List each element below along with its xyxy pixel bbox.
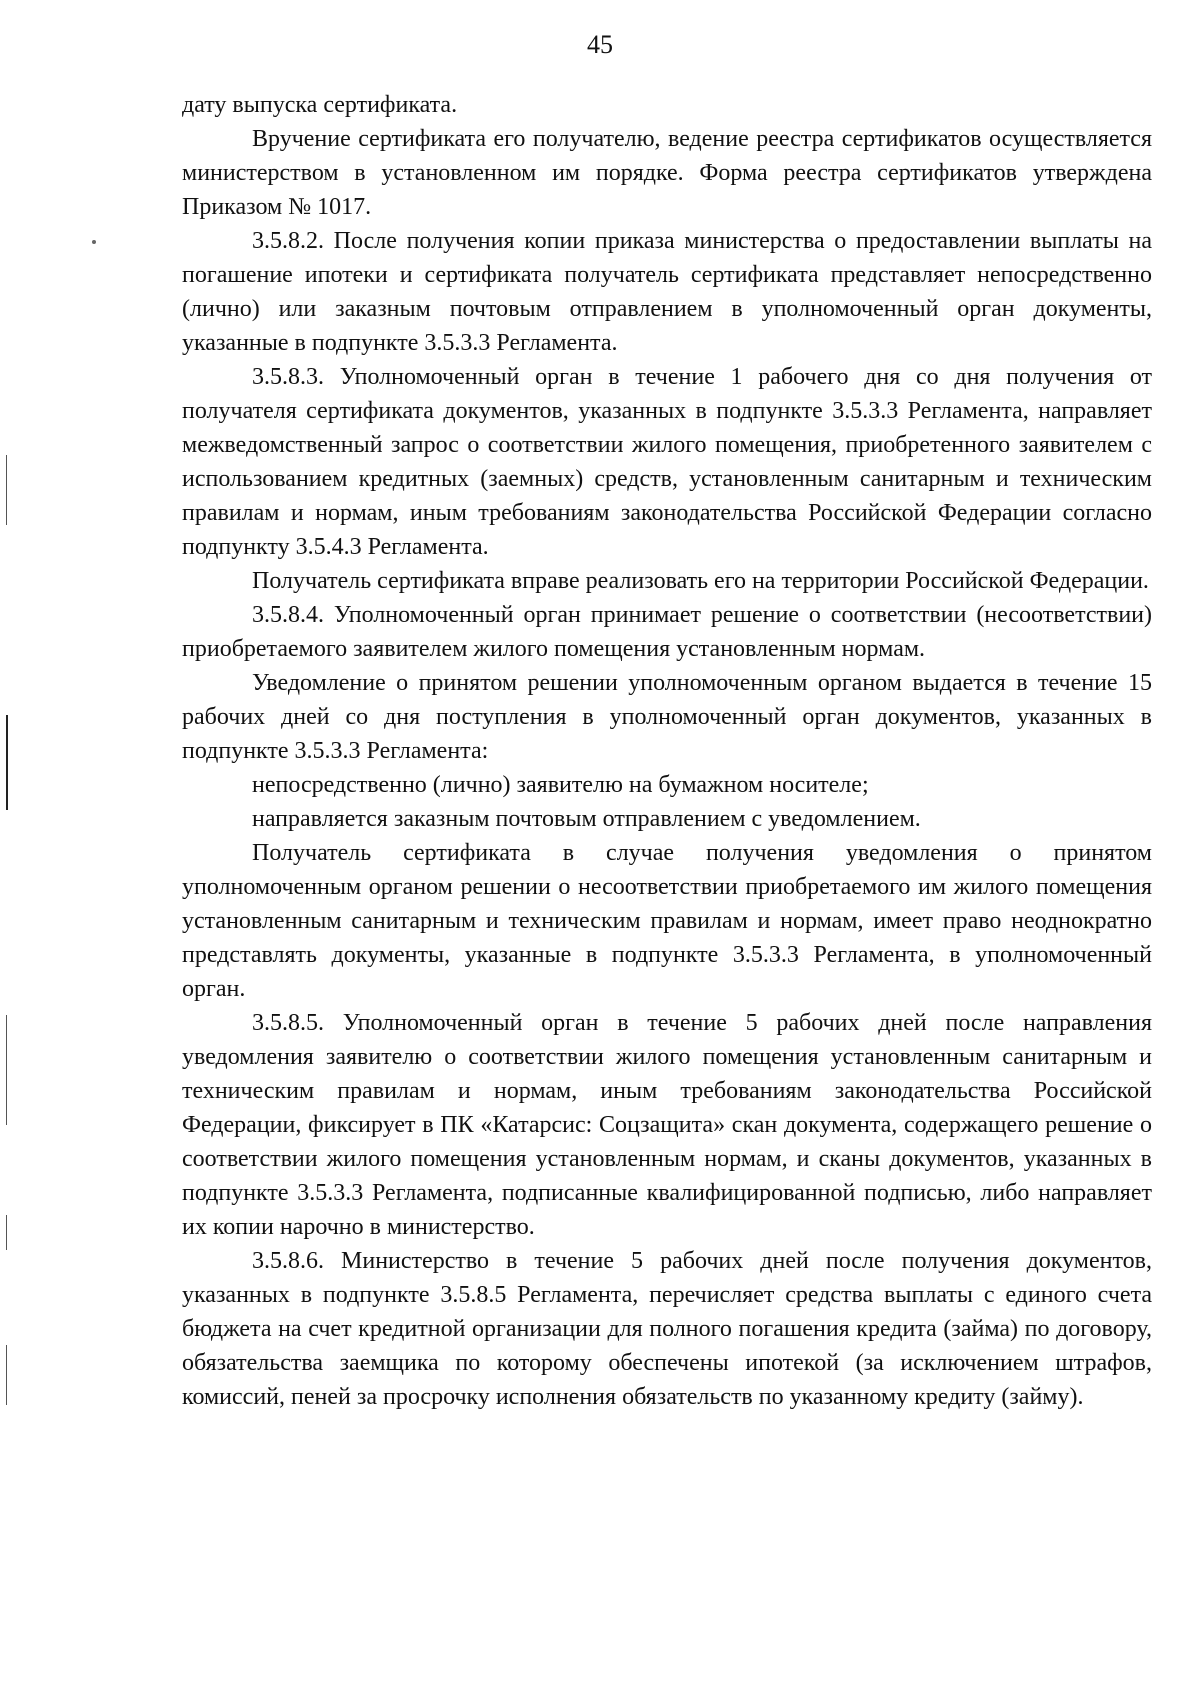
scan-artifact-line xyxy=(6,1215,7,1250)
paragraph-3-5-8-6: 3.5.8.6. Министерство в течение 5 рабочих дней после получения документов, указанных в подпункте 3.5.8.5 Регламента, перечисляет средства выплаты с единого счета бюджета на счет кредитной организации для полного погашения кредита (займа) по договору, обязательства заемщика по которому обеспечены ипотекой (за исключением штрафов, комиссий, пеней за просрочку исполнения обязательств по указанному кредиту (займу). xyxy=(182,1248,1152,1410)
paragraph-3-5-8-2: 3.5.8.2. После получения копии приказа министерства о предоставлении выплаты на погашение ипотеки и сертификата получатель сертификата представляет непосредственно (лично) или заказным почтовым отправлением в уполномоченный орган документы, указанные в подпункте 3.5.3.3 Регламента. xyxy=(182,228,1152,356)
paragraph: Получатель сертификата вправе реализовать его на территории Российской Федерации. xyxy=(252,568,1149,594)
page-number: 45 xyxy=(587,30,613,59)
scan-artifact-line xyxy=(6,1015,7,1125)
paragraph: Вручение сертификата его получателю, ведение реестра сертификатов осуществляется министерством в установленном им порядке. Форма реестра сертификатов утверждена Приказом № 1017. xyxy=(182,126,1152,220)
paragraph: Уведомление о принятом решении уполномоченным органом выдается в течение 15 рабочих дней со дня поступления в уполномоченный орган документов, указанных в подпункте 3.5.3.3 Регламента: xyxy=(182,670,1152,764)
document-body xyxy=(182,88,1152,1414)
scan-artifact-line xyxy=(6,715,8,810)
paragraph-3-5-8-3: 3.5.8.3. Уполномоченный орган в течение 1 рабочего дня со дня получения от получателя сертификата документов, указанных в подпункте 3.5.3.3 Регламента, направляет межведомственный запрос о соответствии жилого помещения, приобретенного заявителем с использованием кредитных (заемных) средств, установленным санитарным и техническим правилам и нормам, иным требованиям законодательства Российской Федерации согласно подпункту 3.5.4.3 Регламента. xyxy=(182,364,1152,560)
list-item: направляется заказным почтовым отправлением с уведомлением. xyxy=(252,806,921,832)
scan-artifact-dot xyxy=(92,240,96,244)
paragraph-3-5-8-4: 3.5.8.4. Уполномоченный орган принимает решение о соответствии (несоответствии) приобретаемого заявителем жилого помещения установленным нормам. xyxy=(182,602,1152,662)
paragraph-3-5-8-5: 3.5.8.5. Уполномоченный орган в течение 5 рабочих дней после направления уведомления заявителю о соответствии жилого помещения установленным санитарным и техническим правилам и нормам, иным требованиям законодательства Российской Федерации, фиксирует в ПК «Катарсис: Соцзащита» скан документа, содержащего решение о соответствии жилого помещения установленным нормам, и сканы документов, указанных в подпункте 3.5.3.3 Регламента, подписанные квалифицированной подписью, либо направляет их копии нарочно в министерство. xyxy=(182,1010,1152,1240)
list-item: непосредственно (лично) заявителю на бумажном носителе; xyxy=(252,772,869,798)
scan-artifact-line xyxy=(6,1345,7,1405)
paragraph-continuation: дату выпуска сертификата. xyxy=(182,92,458,118)
paragraph: Получатель сертификата в случае получения уведомления о принятом уполномоченным органом решении о несоответствии приобретаемого им жилого помещения установленным санитарным и техническим правилам и нормам, имеет право неоднократно представлять документы, указанные в подпункте 3.5.3.3 Регламента, в уполномоченный орган. xyxy=(182,840,1152,1002)
scan-artifact-line xyxy=(6,455,7,525)
